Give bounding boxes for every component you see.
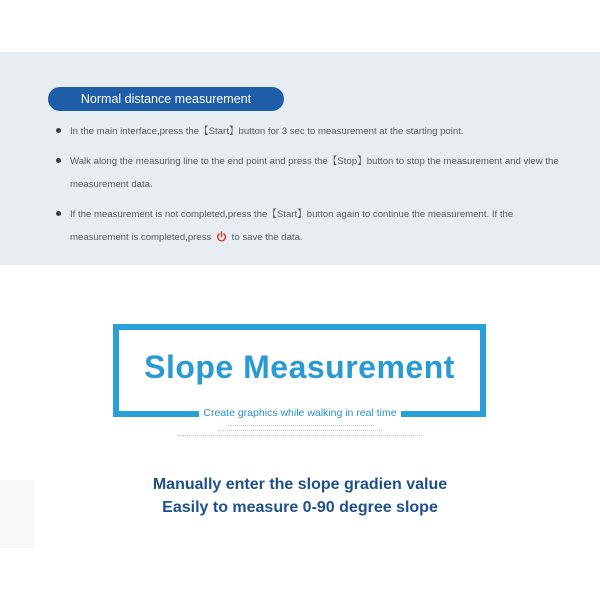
bullet-dot xyxy=(56,158,61,163)
power-icon xyxy=(216,228,227,251)
section-label-pill: Normal distance measurement xyxy=(48,87,284,111)
bullet-dot xyxy=(56,128,61,133)
bullet-text: Walk along the measuring line to the end point and press the【Stop】button to stop the measurement and view the measurement data. xyxy=(70,156,559,190)
bullet-dot xyxy=(56,211,61,216)
slope-measurement-title: Slope Measurement xyxy=(144,349,455,385)
decorative-fine-line xyxy=(218,430,382,433)
list-item xyxy=(56,150,566,196)
list-item xyxy=(56,203,566,251)
decorative-fine-line xyxy=(228,425,372,428)
instruction-list xyxy=(56,120,566,258)
feature-line-1: Manually enter the slope gradien value xyxy=(152,476,448,493)
list-item xyxy=(56,120,566,143)
bullet-text: In the main interface,press the【Start】button for 3 sec to measurement at the starting point. xyxy=(70,126,464,137)
slope-subtitle: Create graphics while walking in real time xyxy=(203,407,397,419)
bullet-text: If the measurement is not completed,press the【Start】button again to continue the measurement. If the measurement is completed,press xyxy=(70,209,514,243)
bullet-text-tail: to save the data. xyxy=(231,232,303,243)
feature-line-2: Easily to measure 0-90 degree slope xyxy=(162,499,438,516)
decorative-fine-line xyxy=(178,435,422,438)
